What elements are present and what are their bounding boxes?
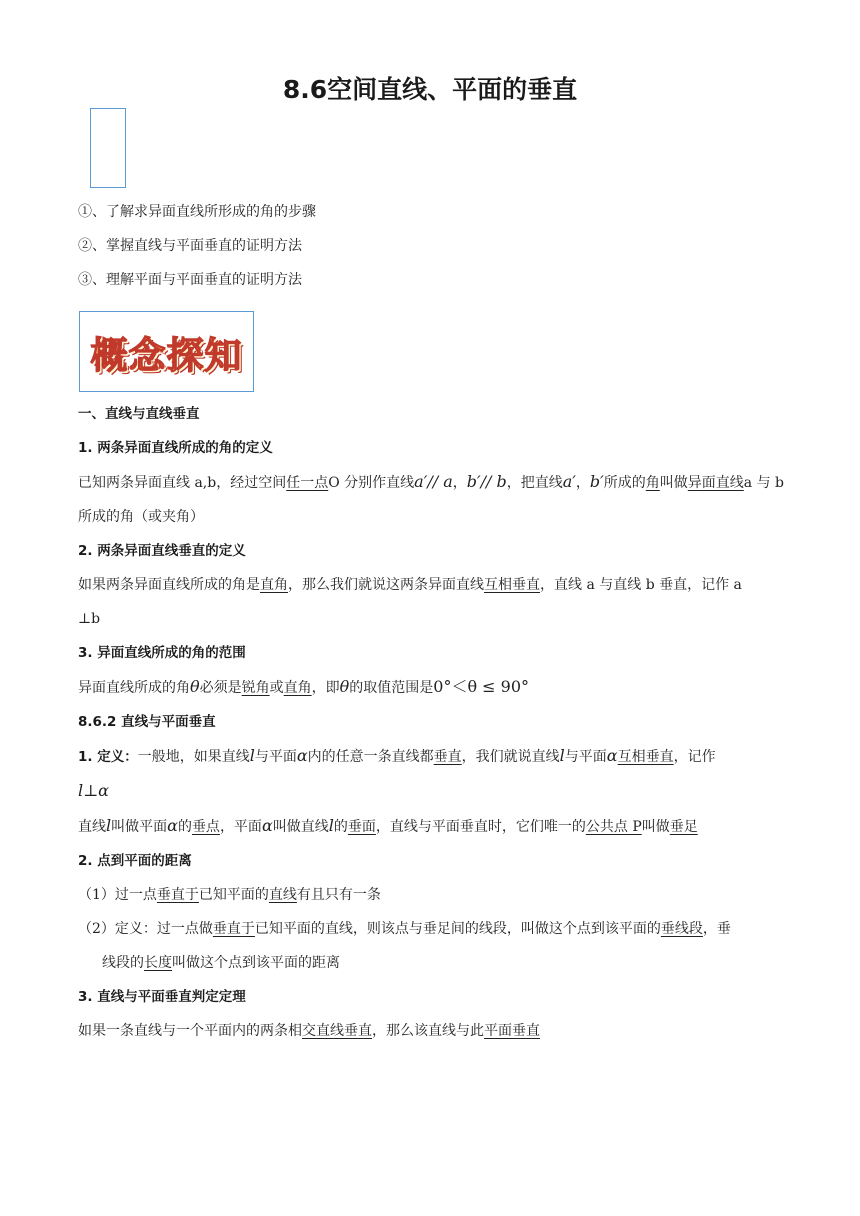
text: ，那么该直线与此 xyxy=(372,1023,484,1039)
subheading-perpendicular-definition: 2. 两条异面直线垂直的定义 xyxy=(78,543,246,559)
text: 所成的 xyxy=(603,475,646,491)
underlined-term: 角 xyxy=(645,475,660,491)
text: a 与 b 所成的角（或夹角） xyxy=(78,475,784,525)
underlined-term: 互相垂直 xyxy=(484,577,540,593)
text: 已知平面的直线，则该点与垂足间的线段，叫做这个点到该平面的 xyxy=(254,921,661,937)
objective-1: ①、了解求异面直线所形成的角的步骤 xyxy=(78,204,316,220)
text: ，直线与平面垂直时，它们唯一的 xyxy=(375,819,586,835)
math-expression: a′// a xyxy=(414,472,453,491)
paragraph-angle-definition xyxy=(78,465,784,534)
text: ，把直线 xyxy=(506,475,563,491)
text: 的 xyxy=(333,819,348,835)
underlined-term: 垂足 xyxy=(669,819,698,835)
text: ，记作 xyxy=(673,749,716,765)
underlined-term: 垂直 xyxy=(433,749,462,765)
definition-label: 1. 定义： xyxy=(78,749,138,765)
text: 异面直线所成的角 xyxy=(78,680,190,696)
list-item-2 xyxy=(78,912,784,980)
underlined-term: 平面垂直 xyxy=(484,1023,540,1039)
underlined-term: 垂点 xyxy=(191,819,220,835)
underlined-term: 公共点 P xyxy=(585,819,642,835)
math-symbol: l xyxy=(106,816,112,835)
math-expression: 0°＜θ ≤ 90° xyxy=(433,677,530,696)
underlined-term: 互相垂直 xyxy=(617,749,674,765)
math-symbol: l xyxy=(328,816,334,835)
underlined-term: 长度 xyxy=(144,955,172,971)
paragraph-angle-range xyxy=(78,670,784,705)
text: 已知两条异面直线 a,b，经过空间 xyxy=(78,475,287,491)
concept-banner xyxy=(79,311,254,392)
underlined-term: 直角 xyxy=(260,577,288,593)
content-body xyxy=(78,397,784,1048)
paragraph-perpendicular-terms xyxy=(78,809,784,844)
text: O 分别作直线 xyxy=(328,475,415,491)
math-symbol: α xyxy=(296,746,308,765)
text: ， xyxy=(452,475,467,491)
text: ，即 xyxy=(311,680,340,696)
list-item-1 xyxy=(78,878,784,912)
subheading-angle-definition: 1. 两条异面直线所成的角的定义 xyxy=(78,440,273,456)
text: 与平面 xyxy=(564,749,607,765)
math-symbol: α xyxy=(167,816,178,835)
subheading-point-plane-distance: 2. 点到平面的距离 xyxy=(78,853,192,869)
text: 如果两条异面直线所成的角是 xyxy=(78,577,260,593)
objective-2: ②、掌握直线与平面垂直的证明方法 xyxy=(78,238,302,254)
text: 的取值范围是 xyxy=(349,680,434,696)
objective-3: ③、理解平面与平面垂直的证明方法 xyxy=(78,272,302,288)
text: ，平面 xyxy=(219,819,262,835)
subheading-determination-theorem: 3. 直线与平面垂直判定定理 xyxy=(78,989,246,1005)
math-symbol: θ xyxy=(339,677,350,696)
text: 的 xyxy=(177,819,192,835)
paragraph-line-plane-definition xyxy=(78,739,784,809)
underlined-term: 垂线段 xyxy=(660,921,703,937)
text: 一般地，如果直线 xyxy=(137,749,250,765)
section-heading-line-plane: 8.6.2 直线与平面垂直 xyxy=(78,714,216,730)
text: 与平面 xyxy=(254,749,297,765)
text: ，我们就说直线 xyxy=(461,749,560,765)
math-symbol: θ xyxy=(190,677,200,696)
text: 已知平面的 xyxy=(198,887,269,903)
underlined-term: 锐角 xyxy=(241,680,270,696)
text: ， xyxy=(575,475,590,491)
text: 内的任意一条直线都 xyxy=(307,749,434,765)
text: 叫做 xyxy=(641,819,670,835)
subheading-angle-range: 3. 异面直线所成的角的范围 xyxy=(78,645,246,661)
text: 必须是 xyxy=(199,680,242,696)
math-expression: b′// b xyxy=(466,472,507,491)
underlined-term: 异面直线 xyxy=(687,475,744,491)
image-placeholder-box xyxy=(90,108,126,188)
text: （2）定义：过一点做 xyxy=(78,921,213,937)
text: 如果一条直线与一个平面内的两条相 xyxy=(78,1023,302,1039)
text: ⊥b xyxy=(78,611,101,627)
text: 叫做 xyxy=(659,475,688,491)
underlined-term: 任一点 xyxy=(286,475,329,491)
text: ，垂 xyxy=(702,921,731,937)
math-symbol: l xyxy=(249,746,255,765)
underlined-term: 垂直于 xyxy=(212,921,255,937)
concept-banner-text: 概念探知 xyxy=(90,333,243,377)
text: 直线 xyxy=(78,819,106,835)
underlined-term: 直线 xyxy=(268,887,297,903)
underlined-term: 交直线垂直 xyxy=(302,1023,372,1039)
text: 线段的 xyxy=(102,955,144,971)
text: ，直线 a 与直线 b 垂直，记作 a xyxy=(540,577,742,593)
section-heading-line-line: 一、直线与直线垂直 xyxy=(78,406,200,422)
text: 叫做平面 xyxy=(111,819,168,835)
math-symbol: α xyxy=(606,746,618,765)
text: 有且只有一条 xyxy=(296,887,381,903)
underlined-term: 垂面 xyxy=(347,819,376,835)
page-title: 8.6空间直线、平面的垂直 xyxy=(282,75,578,104)
text: 叫做这个点到该平面的距离 xyxy=(172,955,340,971)
text: 或 xyxy=(269,680,284,696)
math-symbol: α xyxy=(261,816,273,835)
underlined-term: 直角 xyxy=(283,680,312,696)
text: ，那么我们就说这两条异面直线 xyxy=(288,577,484,593)
math-expression: b′ xyxy=(589,472,604,491)
underlined-term: 垂直于 xyxy=(156,887,199,903)
math-expression: l⊥α xyxy=(78,781,109,800)
text: 叫做直线 xyxy=(272,819,329,835)
text: （1）过一点 xyxy=(78,887,157,903)
paragraph-determination-theorem xyxy=(78,1014,784,1048)
math-expression: a′ xyxy=(562,472,576,491)
math-symbol: l xyxy=(559,746,565,765)
paragraph-perpendicular-definition xyxy=(78,568,784,636)
